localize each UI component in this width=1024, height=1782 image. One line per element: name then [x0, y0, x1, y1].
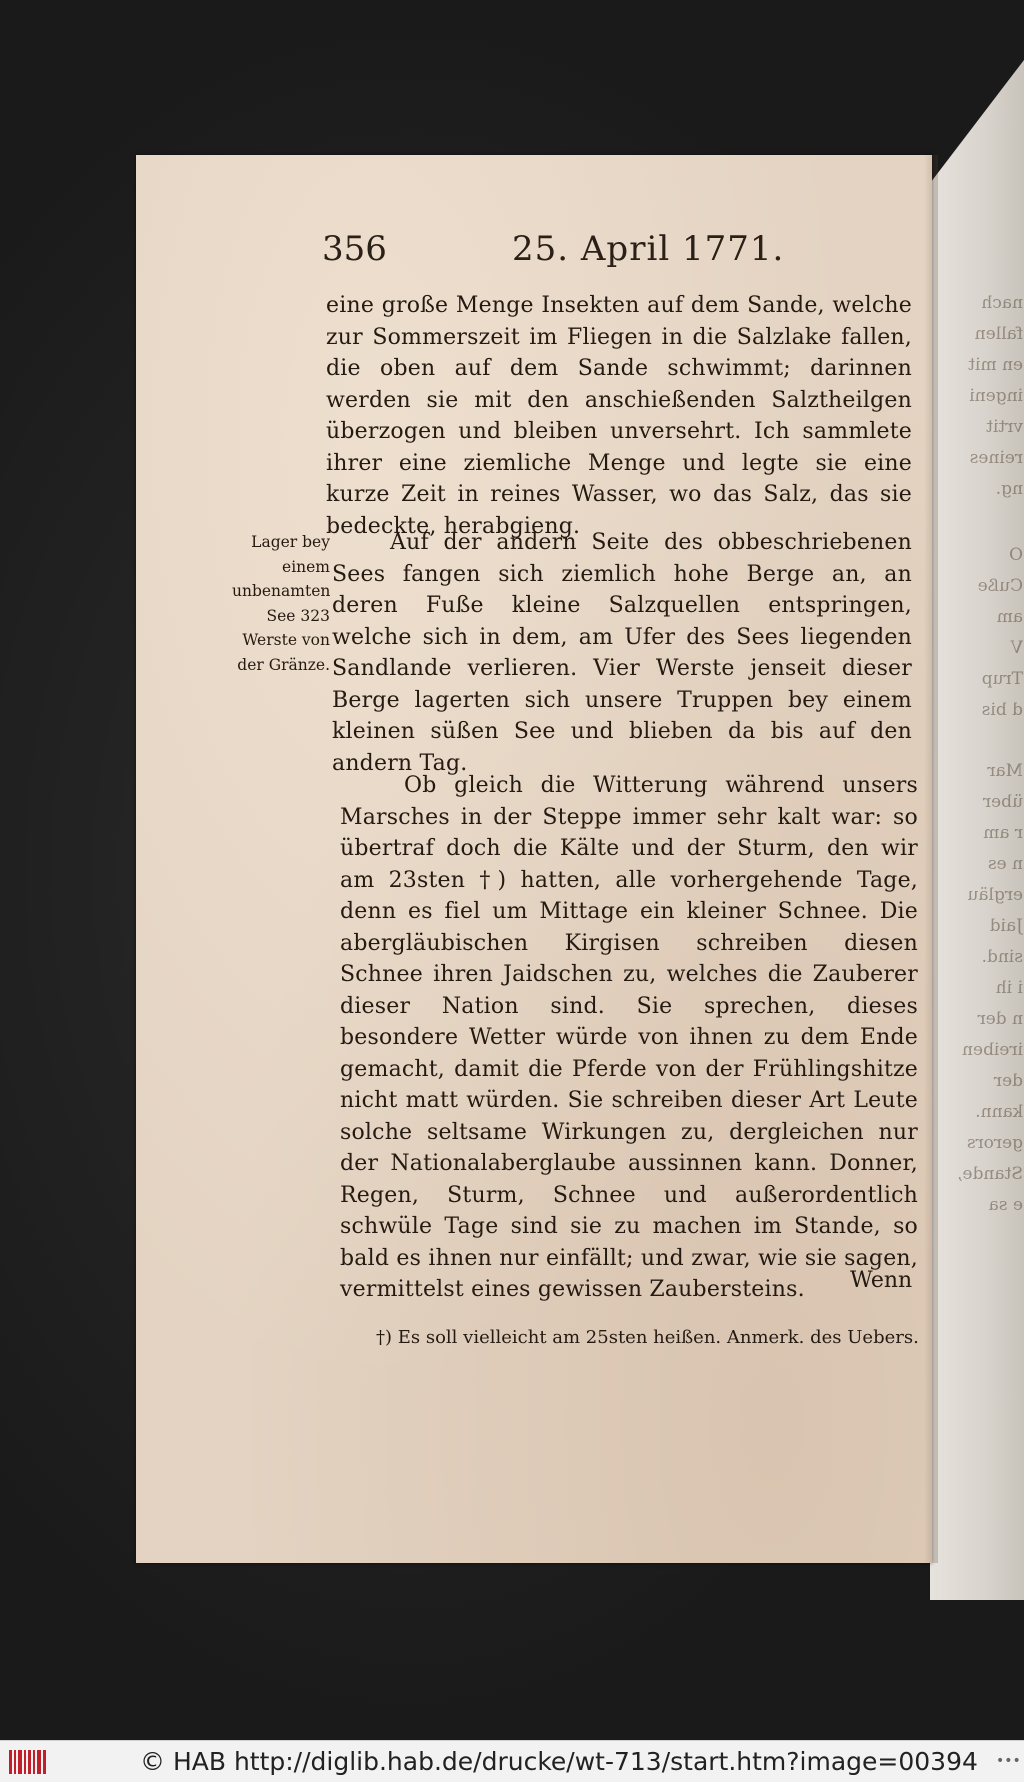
bleed-through-word: ireiben	[962, 1040, 1023, 1060]
body-paragraph	[326, 290, 912, 542]
copyright-link[interactable]: © HAB http://diglib.hab.de/drucke/wt-713/start.htm?image=00394	[140, 1747, 978, 1776]
bleed-through-word: kann.	[975, 1102, 1023, 1122]
catchword: Wenn	[850, 1268, 913, 1293]
bleed-through-word: Trup	[981, 669, 1023, 689]
bleed-through-word: nach	[981, 293, 1023, 313]
bleed-through-word: ng.	[995, 479, 1023, 499]
bleed-through-word: r am	[983, 823, 1023, 843]
page-gutter-shadow	[924, 155, 938, 1563]
bleed-through-word: Jaid	[989, 916, 1023, 936]
body-paragraph	[332, 527, 912, 779]
bleed-through-word: Mar	[987, 761, 1023, 781]
bleed-through-word: am	[996, 607, 1023, 627]
page-number: 356	[322, 229, 387, 269]
bleed-through-word: fallen	[974, 324, 1023, 344]
paragraph-text: eine große Menge Insekten auf dem Sande, welche zur Sommerszeit im Fliegen in die Salzlake fallen, die oben auf dem Sande schwimmt; darinnen werden sie mit den anschießenden Salztheilgen überzogen und bleiben unversehrt. Ich sammlete ihrer eine ziemliche Menge und legte sie eine kurze Zeit in reines Wasser, wo das Salz, das sie bedeckte, herabgieng.	[326, 293, 912, 539]
bleed-through-word: Cuße	[977, 576, 1023, 596]
paragraph-text: Ob gleich die Witterung während unsers Marsches in der Steppe immer sehr kalt war: so übertraf doch die Kälte und der Sturm, den wir am 23sten †) hatten, alle vorhergehende Tage, denn es fiel um Mittage ein kleiner Schnee. Die abergläubischen Kirgisen schreiben diesen Schnee ihren Jaidschen zu, welches die Zauberer dieser Nation sind. Sie sprechen, dieses besondere Wetter würde von ihnen zu dem Ende gemacht, damit die Pferde von der Frühlingshitze nicht matt würden. Sie schreiben dieser Art Leute solche seltsame Wirkungen zu, dergleichen nur der Nationalaberglaube aussinnen kann. Donner, Regen, Sturm, Schnee und außerordentlich schwüle Tage sind sie zu machen im Stande, so bald es ihnen nur einfällt; und zwar, wie sie sagen, vermittelst eines gewissen Zaubersteins.	[340, 773, 918, 1302]
bleed-through-word: V	[1010, 638, 1023, 658]
footnote	[376, 1323, 924, 1353]
bleed-through-word: der	[993, 1071, 1023, 1091]
bleed-through-word: e sa	[988, 1195, 1023, 1215]
bleed-through-word: Stande,	[957, 1164, 1023, 1184]
bleed-through-word: d bis	[981, 700, 1023, 720]
bleed-through-word: vrtit	[986, 417, 1023, 437]
bleed-through-word: en mit	[968, 355, 1023, 375]
bleed-through-word: ingeni	[969, 386, 1023, 406]
bleed-through-word: reines	[969, 448, 1023, 468]
hab-barcode-logo-icon	[8, 1748, 48, 1776]
bleed-through-word: n der	[977, 1009, 1023, 1029]
viewer-footer	[0, 1740, 1024, 1782]
ellipsis-icon[interactable]: •••	[996, 1753, 1021, 1769]
margin-note: Lager bey einem unbenamten See 323 Werste von der Gränze.	[232, 533, 331, 674]
footnote-text: †) Es soll vielleicht am 25sten heißen. Anmerk. des Uebers.	[376, 1327, 919, 1348]
bleed-through-word: sind.	[981, 947, 1023, 967]
body-paragraph	[340, 770, 918, 1306]
bleed-through-word: i ih	[995, 978, 1023, 998]
bleed-through-word: über	[982, 792, 1023, 812]
paragraph-text: Auf der andern Seite des obbeschriebenen Sees fangen sich ziemlich hohe Berge an, an deren Fuße kleine Salzquellen entspringen, welche sich in dem, am Ufer des Sees liegenden Sandlande verlieren. Vier Werste jenseit dieser Berge lagerten sich unsere Truppen bey einem kleinen süßen See und blieben da bis auf den andern Tag.	[332, 530, 912, 776]
bleed-through-word: gerors	[966, 1133, 1023, 1153]
bleed-through-word: ergläu	[967, 885, 1023, 905]
running-head: 25. April 1771.	[512, 229, 785, 269]
bleed-through-word: n es	[987, 854, 1023, 874]
bleed-through-word: O	[1009, 545, 1023, 565]
